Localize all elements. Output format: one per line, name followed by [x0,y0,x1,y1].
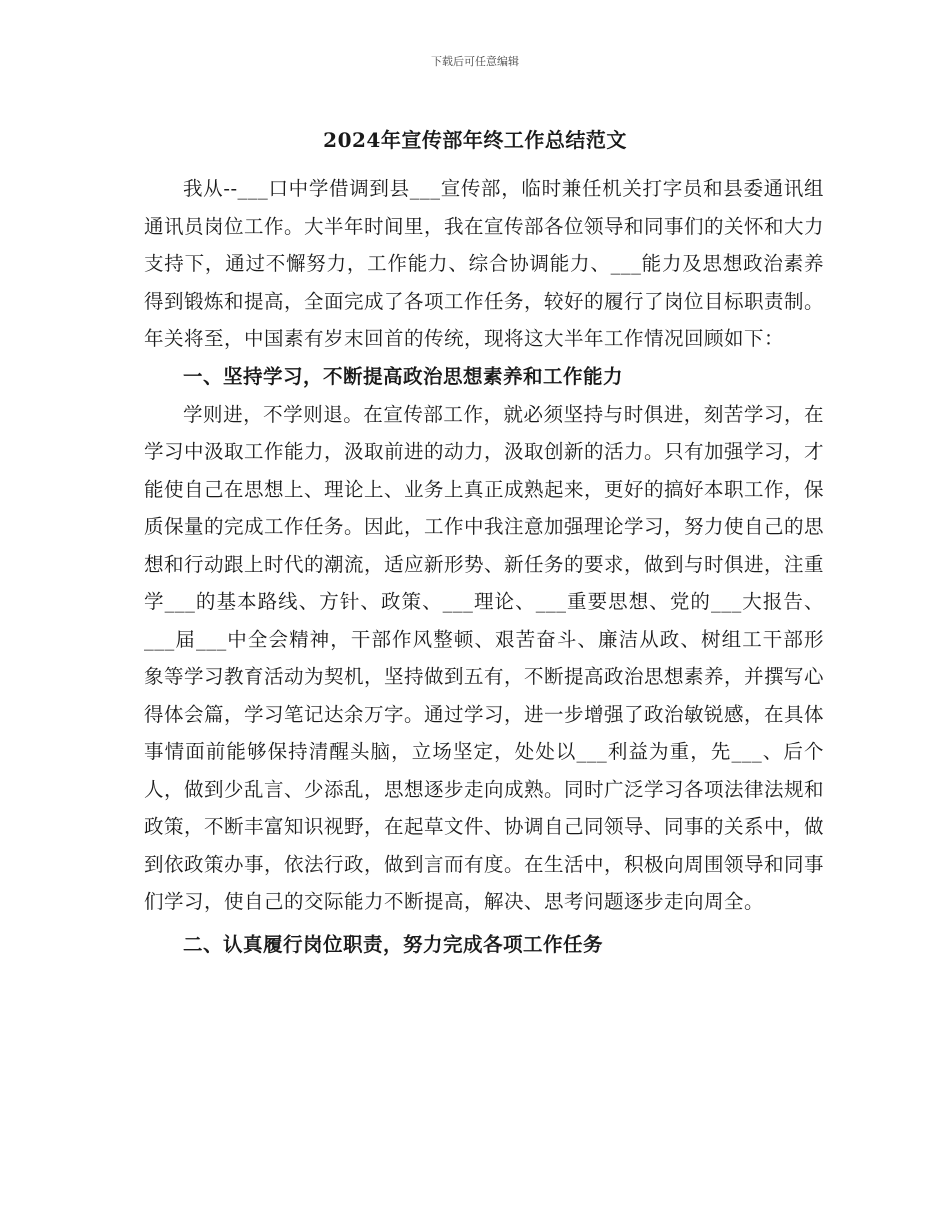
intro-paragraph: 我从--___口中学借调到县___宣传部，临时兼任机关打字员和县委通讯组通讯员岗位工作。大半年时间里，我在宣传部各位领导和同事们的关怀和大力支持下，通过不懈努力，工作能力、综合协调能力、___能力及思想政治素养得到锻炼和提高，全面完成了各项工作任务，较好的履行了岗位目标职责制。年关将至，中国素有岁末回首的传统，现将这大半年工作情况回顾如下： [144,177,825,350]
document-body [144,170,824,964]
section-1-paragraph: 学则进，不学则退。在宣传部工作，就必须坚持与时俱进，刻苦学习，在学习中汲取工作能力，汲取前进的动力，汲取创新的活力。只有加强学习，才能使自己在思想上、理论上、业务上真正成熟起来，更好的搞好本职工作，保质保量的完成工作任务。因此，工作中我注意加强理论学习，努力使自己的思想和行动跟上时代的潮流，适应新形势、新任务的要求，做到与时俱进，注重学___的基本路线、方针、政策、___理论、___重要思想、党的___大报告、___届___中全会精神，干部作风整顿、艰苦奋斗、廉洁从政、树组工干部形象等学习教育活动为契机，坚持做到五有，不断提高政治思想素养，并撰写心得体会篇，学习笔记达余万字。通过学习，进一步增强了政治敏锐感，在具体事情面前能够保持清醒头脑，立场坚定，处处以___利益为重，先___、后个人，做到少乱言、少添乱，思想逐步走向成熟。同时广泛学习各项法律法规和政策，不断丰富知识视野，在起草文件、协调自己同领导、同事的关系中，做到依政策办事，依法行政，做到言而有度。在生活中，积极向周围领导和同事们学习，使自己的交际能力不断提高，解决、思考问题逐步走向周全。 [144,402,825,913]
header-note: 下载后可任意编辑 [431,55,519,68]
document-title: 2024年宣传部年终工作总结范文 [323,128,627,152]
section-1-heading: 一、坚持学习，不断提高政治思想素养和工作能力 [183,364,624,388]
section-2-heading: 二、认真履行岗位职责，努力完成各项工作任务 [183,932,604,956]
